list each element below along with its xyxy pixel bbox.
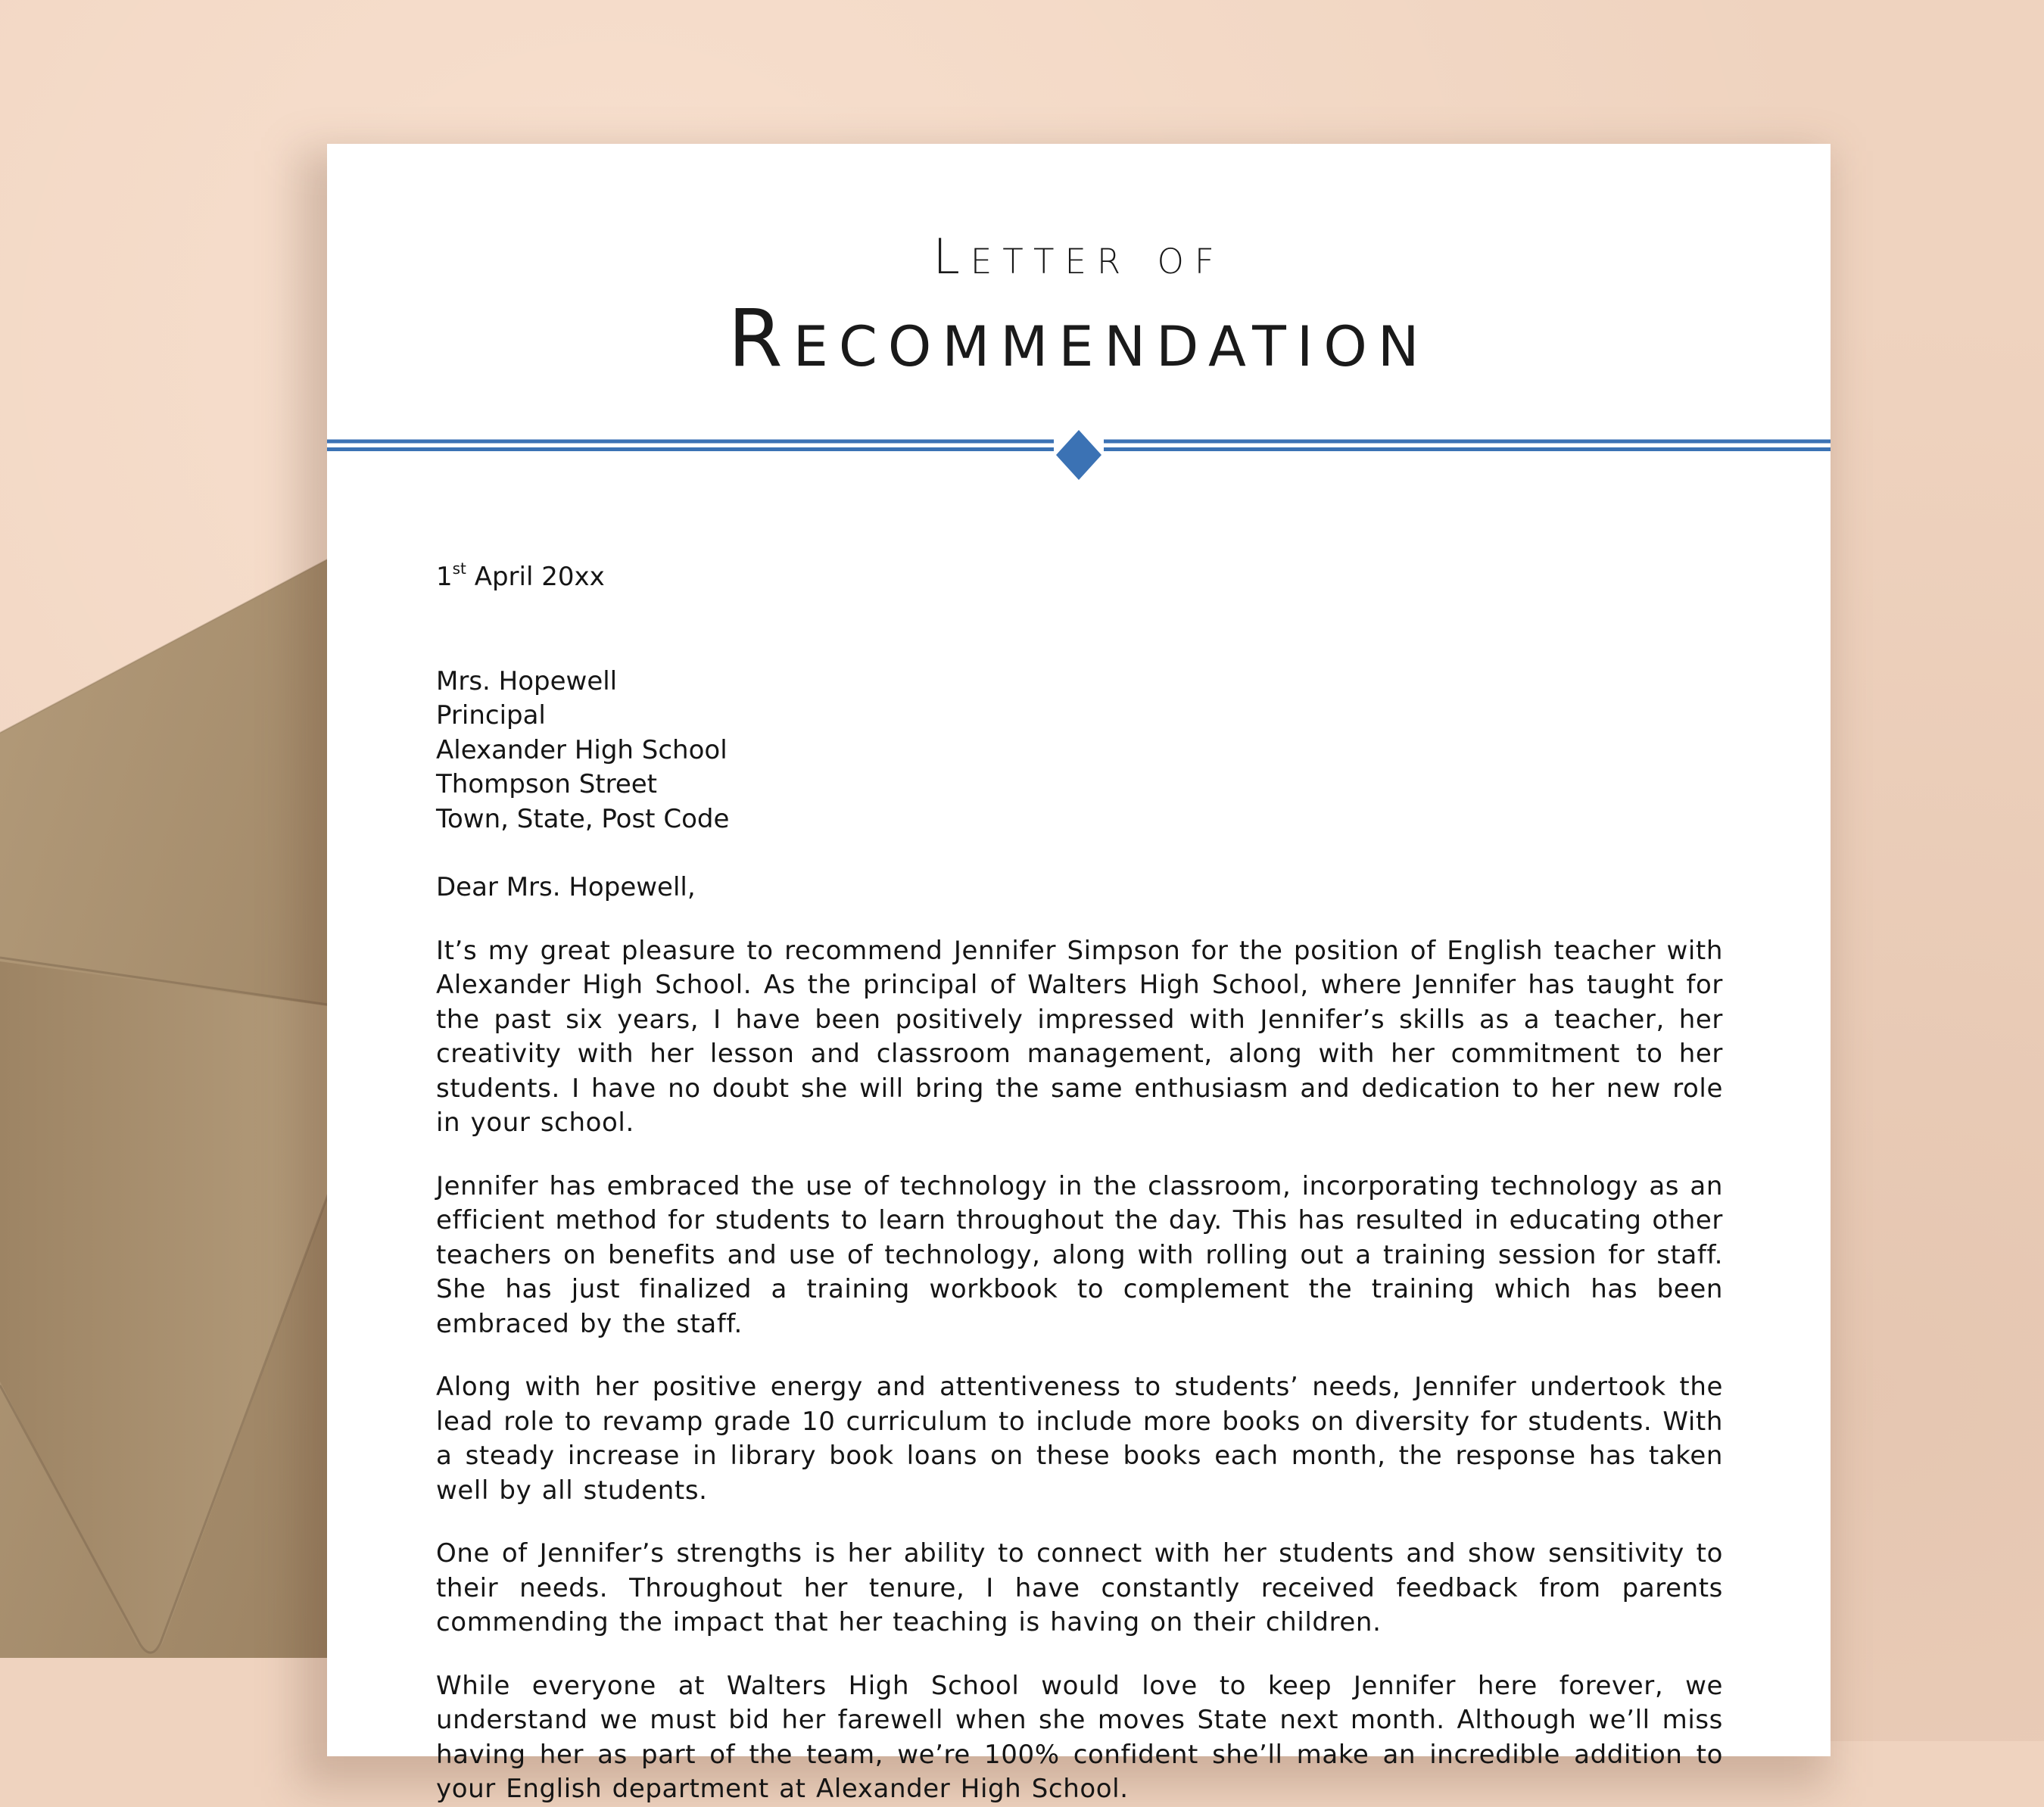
paragraph: Along with her positive energy and attentiveness to students’ needs, Jennifer undertook the lead role to revamp grade 10 curriculum to include more books on diversity for students. With a steady increase in library book loans on these books each month, the response has taken well by all students. xyxy=(436,1372,1723,1506)
recipient-role: Principal xyxy=(436,700,546,731)
recipient-school: Alexander High School xyxy=(436,734,728,765)
recipient-locality: Town, State, Post Code xyxy=(436,803,730,834)
recipient-address xyxy=(436,665,1723,837)
recipient-street: Thompson Street xyxy=(436,769,658,799)
title-recommendation: Recommendation xyxy=(728,292,1430,385)
letter-page xyxy=(327,144,1831,1804)
paragraph: It’s my great pleasure to recommend Jennifer Simpson for the position of English teacher with Alexander High School. As the principal of Walters High School, where Jennifer has taught for the past six years, I have been positively impressed with Jennifer’s skills as a teacher, her creativity with her lesson and classroom management, along with her commitment to her students. I have no doubt she will bring the same enthusiasm and dedication to her new role in your school. xyxy=(436,935,1723,1138)
paragraph: While everyone at Walters High School would love to keep Jennifer here forever, we understand we must bid her farewell when she moves State next month. Although we’ll miss having her as part of the team, we’re 100% confident she’ll make an incredible addition to your English department at Alexander High School. xyxy=(436,1670,1723,1804)
paragraph: Jennifer has embraced the use of technology in the classroom, incorporating technology as an efficient method for students to learn throughout the day. This has resulted in educating other teachers on benefits and use of technology, along with rolling out a training session for staff. She has just finalized a training workbook to complement the training which has been embraced by the staff. xyxy=(436,1170,1723,1339)
salutation: Dear Mrs. Hopewell, xyxy=(436,872,696,902)
diamond-ornament-icon xyxy=(1055,428,1103,481)
recipient-name: Mrs. Hopewell xyxy=(436,665,618,696)
title-letter-of: Letter of xyxy=(933,229,1225,285)
letter-date: 1st April 20xx xyxy=(436,559,605,592)
letter-body xyxy=(436,560,1723,1807)
paragraph: One of Jennifer’s strengths is her ability to connect with her students and show sensitivity to their needs. Throughout her tenure, I have constantly received feedback from parents commending the impact that her teaching is having on their children. xyxy=(436,1538,1723,1637)
